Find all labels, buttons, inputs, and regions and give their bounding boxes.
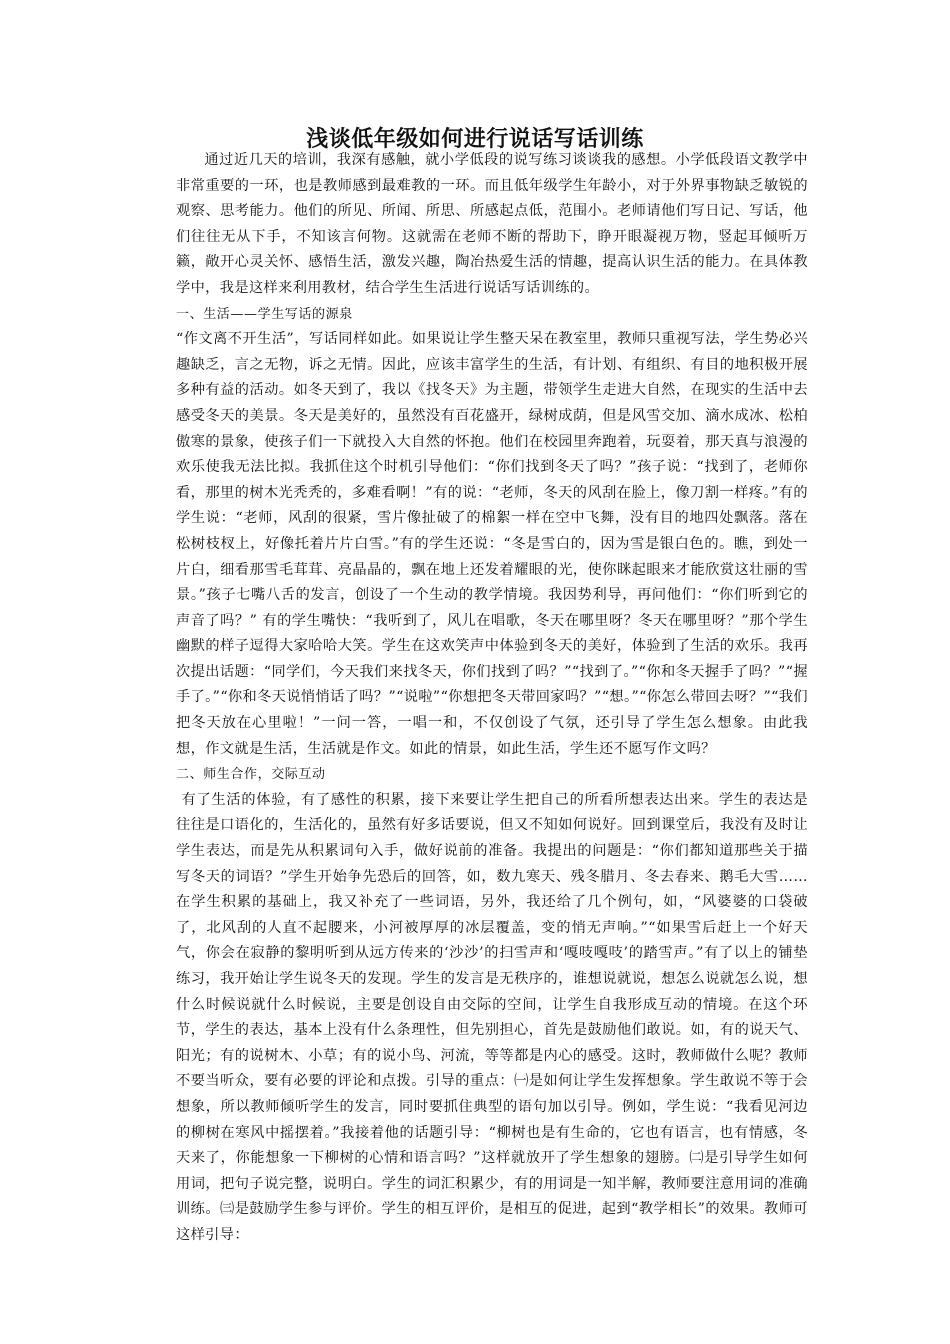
section-heading-2: 二、师生合作，交际互动 [176,767,326,783]
document-body [176,148,808,1249]
section-2-paragraph: 有了生活的体验，有了感性的积累，接下来要让学生把自己的所看所想表达出来。学生的表达是往往是口语化的，生活化的，虽然有好多话要说，但又不知如何说好。回到课堂后，我没有及时让学生表达，而是先从积累词句入手，做好说前的准备。我提出的问题是：“你们都知道那些关于描写冬天的词语？”学生开始争先恐后的回答，如，数九寒天、残冬腊月、冬去春来、鹅毛大雪……在学生积累的基础上，我又补充了一些词语，另外，我还给了几个例句，如，“风婆婆的口袋破了，北风刮的人直不起腰来，小河被厚厚的冰层覆盖，变的悄无声响。”“如果雪后赶上一个好天气，你会在寂静的黎明听到从远方传来的‘沙沙’的扫雪声和‘嘎吱嘎吱’的踏雪声。”有了以上的铺垫练习，我开始让学生说冬天的发现。学生的发言是无秩序的，谁想说就说，想怎么说就怎么说，想什么时候说就什么时候说，主要是创设自由交际的空间，让学生自我形成互动的情境。在这个环节，学生的表达，基本上没有什么条理性，但先别担心，首先是鼓励他们敢说。如，有的说天气、阳光；有的说树木、小草；有的说小鸟、河流，等等都是内心的感受。这时，教师做什么呢？教师不要当听众，要有必要的评论和点拨。引导的重点：㈠是如何让学生发挥想象。学生敢说不等于会想象，所以教师倾听学生的发言，同时要抓住典型的语句加以引导。例如，学生说：“我看见河边的柳树在寒风中摇摆着。”我接着他的话题引导：“柳树也是有生命的，它也有语言，也有情感，冬天来了，你能想象一下柳树的心情和语言吗？”这样就放开了学生想象的翅膀。㈡是引导学生如何用词，把句子说完整，说明白。学生的词汇积累少，有的用词是一知半解，教师要注意用词的准确训练。㈢是鼓励学生参与评价。学生的相互评价，是相互的促进，起到“教学相长”的效果。教师可这样引导： [176,791,808,1243]
document-title: 浅谈低年级如何进行说话写话训练 [306,127,644,152]
section-1-paragraph: “作文离不开生活”，写话同样如此。如果说让学生整天呆在教室里，教师只重视写法，学生势必兴趣缺乏，言之无物，诉之无情。因此，应该丰富学生的生活，有计划、有组织、有目的地积极开展多种有益的活动。如冬天到了，我以《找冬天》为主题，带领学生走进大自然，在现实的生活中去感受冬天的美景。冬天是美好的，虽然没有百花盛开，绿树成荫，但是风雪交加、滴水成冰、松柏傲寒的景象，使孩子们一下就投入大自然的怀抱。他们在校园里奔跑着，玩耍着，那天真与浪漫的欢乐使我无法比拟。我抓住这个时机引导他们：“你们找到冬天了吗？”孩子说：“找到了，老师你看，那里的树木光秃秃的，多难看啊！”有的说：“老师，冬天的风刮在脸上，像刀割一样疼。”有的学生说：“老师，风刮的很紧，雪片像扯破了的棉絮一样在空中飞舞，没有目的地四处飘落。落在松树枝杈上，好像托着片片白雪。”有的学生还说：“冬是雪白的，因为雪是银白色的。瞧，到处一片白，细看那雪毛茸茸、亮晶晶的，飘在地上还发着耀眼的光，使你眯起眼来才能欣赏这壮丽的雪景。”孩子七嘴八舌的发言，创设了一个生动的教学情境。我因势利导，再问他们：“你们听到它的声音了吗？” 有的学生嘴快：“我听到了，风儿在唱歌，冬天在哪里呀？冬天在哪里呀？”那个学生幽默的样子逗得大家哈哈大笑。学生在这欢笑声中体验到冬天的美好，体验到了生活的欢乐。我再次提出话题：“同学们，今天我们来找冬天，你们找到了吗？”“找到了。”“你和冬天握手了吗？”“握手了。”“你和冬天说悄悄话了吗？”“说啦”“你想把冬天带回家吗？”“想。”“你怎么带回去呀？”“我们把冬天放在心里啦！”一问一答，一唱一和，不仅创设了气氛，还引导了学生怎么想象。由此我想，作文就是生活，生活就是作文。如此的情景，如此生活，学生还不愿写作文吗？ [176,331,808,757]
intro-paragraph: 通过近几天的培训，我深有感触，就小学低段的说写练习谈谈我的感想。小学低段语文教学中非常重要的一环，也是教师感到最难教的一环。而且低年级学生年龄小，对于外界事物缺乏敏锐的观察、思考能力。他们的所见、所闻、所思、所感起点低，范围小。老师请他们写日记、写话，他们往往无从下手，不知该言何物。这就需在老师不断的帮助下，睁开眼凝视万物，竖起耳倾听万籁，敞开心灵关怀、感悟生活，激发兴趣，陶冶热爱生活的情趣，提高认识生活的能力。在具体教学中，我是这样来利用教材，结合学生生活进行说话写话训练的。 [176,152,808,296]
section-heading-1: 一、生活——学生写话的源泉 [176,306,353,322]
